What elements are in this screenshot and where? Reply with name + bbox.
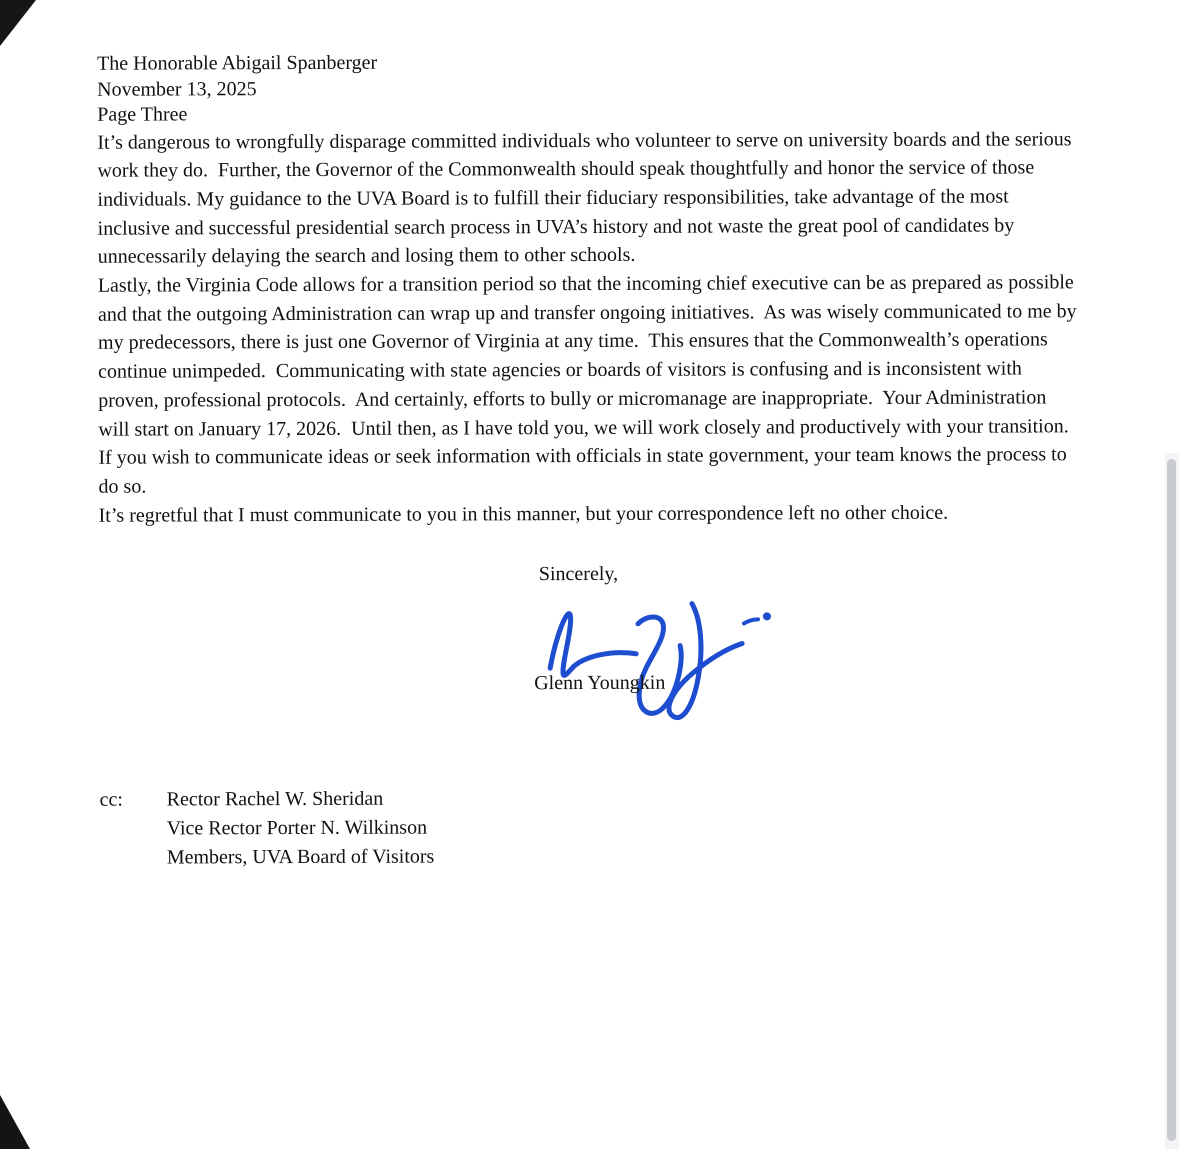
page-number-line: Page Three	[97, 103, 188, 126]
date-line: November 13, 2025	[97, 77, 257, 101]
closing-salutation: Sincerely,	[538, 563, 619, 586]
cc-name-1: Rector Rachel W. Sheridan	[166, 788, 384, 811]
body-paragraph-3: It’s regretful that I must communicate to you in this manner, but your correspondence left no other choice.	[98, 501, 949, 527]
cc-label: cc:	[99, 788, 123, 812]
recipient-line: The Honorable Abigail Spanberger	[97, 51, 378, 75]
signature-stroke-loop	[638, 617, 681, 714]
cc-name-3: Members, UVA Board of Visitors	[166, 845, 435, 869]
scan-artifact-corner-top-left	[0, 0, 36, 46]
cc-name-2: Vice Rector Porter N. Wilkinson	[166, 816, 428, 840]
signature-stroke-dash	[744, 620, 758, 624]
scrollbar[interactable]	[1165, 453, 1179, 1149]
scrollbar-thumb[interactable]	[1167, 459, 1176, 1141]
body-paragraph-2: Lastly, the Virginia Code allows for a transition period so that the incoming chief executive can be as prepared as possible and that the outgoing Administration can wrap up and transfer ongoing initiatives. As was wisely communicated to me by my predecessors, there is just one Governor of Virginia at any time. This ensures that the Commonwealth’s operations continue unimpeded. Communicating with state agencies or boards of visitors is confusing and is inconsistent with proven, professional protocols. And certainly, efforts to bully or micromanage are inappropriate. Your Administration will start on January 17, 2026. Until then, as I have told you, we will work closely and productively with your transition. If you wish to communicate ideas or seek information with officials in state government, your team knows the process to do so.	[97, 271, 1082, 498]
letter-document	[97, 48, 1083, 872]
signature-block	[534, 587, 1083, 747]
body-paragraph-1: It’s dangerous to wrongfully disparage committed individuals who volunteer to serve on university boards and the serious work they do. Further, the Governor of the Commonwealth should speak thoughtfully and honor the service of those individuals. My guidance to the UVA Board is to fulfill their fiduciary responsibilities, take advantage of the most inclusive and successful presidential search process in UVA’s history and not waste the great pool of candidates by unnecessarily delaying the search and losing them to other schools.	[97, 127, 1077, 269]
signature-stroke-initial	[550, 614, 636, 676]
typed-signature-name: Glenn Youngkin	[534, 672, 666, 695]
cc-names	[167, 785, 435, 872]
signature-ink-dot	[763, 613, 771, 621]
scan-artifact-corner-bottom-left	[0, 1095, 30, 1149]
cc-block	[100, 783, 1083, 873]
